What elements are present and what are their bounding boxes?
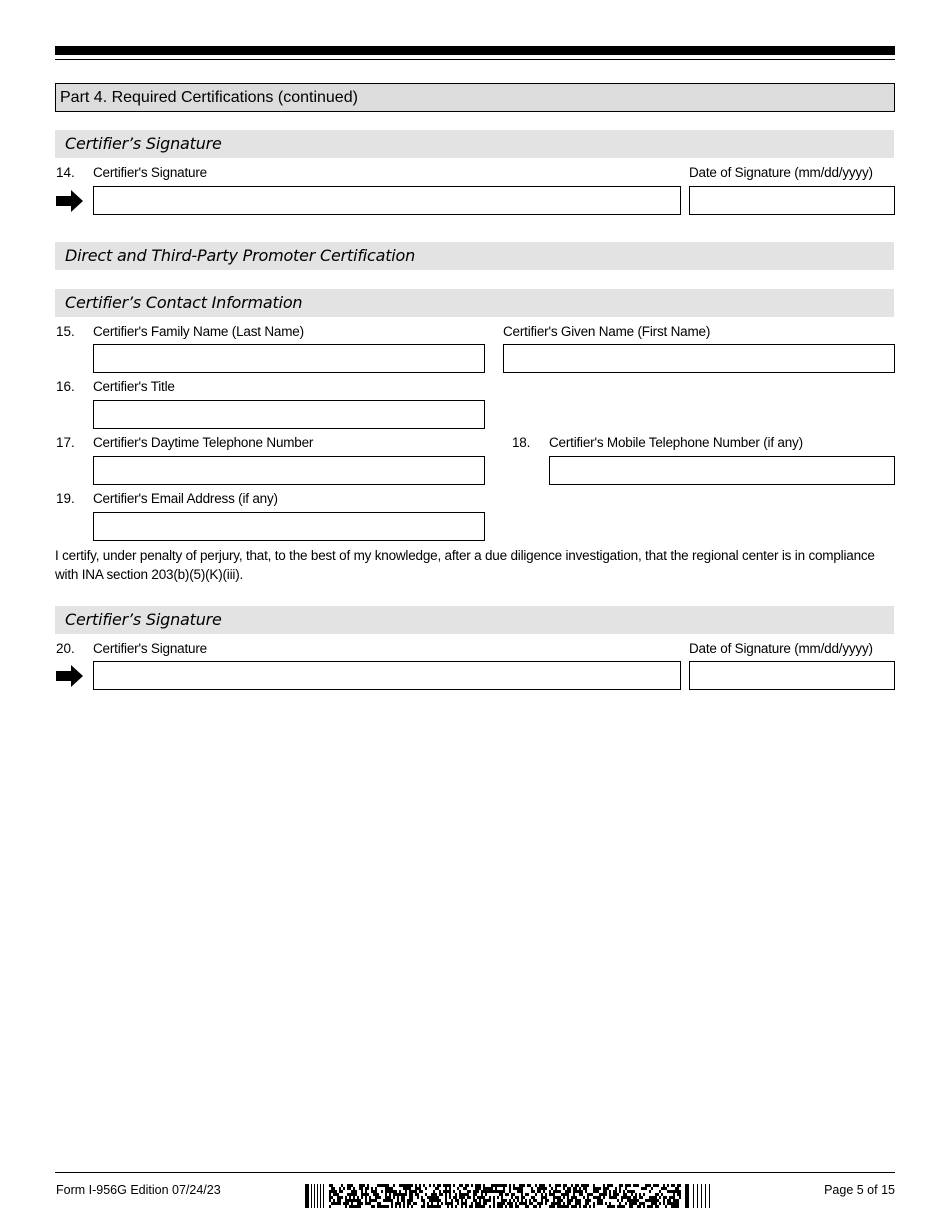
- barcode-image: [305, 1184, 713, 1208]
- certification-statement: I certify, under penalty of perjury, that, to the best of my knowledge, after a due diligence investigation, that the regional center is in compliance with INA section 203(b)(5)(K)(iii).: [55, 548, 875, 582]
- given-name-label: Certifier's Given Name (First Name): [503, 324, 711, 339]
- mobile-phone-label: Certifier's Mobile Telephone Number (if any): [549, 435, 803, 450]
- page-number: Page 5 of 15: [824, 1183, 895, 1197]
- item-number-20: 20.: [56, 641, 75, 656]
- item-number-17: 17.: [56, 435, 75, 450]
- given-name-field[interactable]: [503, 344, 895, 373]
- section-title: Certifier’s Signature: [65, 134, 222, 153]
- top-rule-thin: [55, 59, 895, 60]
- item-number-14: 14.: [56, 165, 75, 180]
- date-field-14[interactable]: [689, 186, 895, 215]
- section-certifier-signature-1: [55, 130, 894, 158]
- footer-rule: [55, 1172, 895, 1173]
- section-contact-information: [55, 289, 894, 317]
- signature-field-14[interactable]: [93, 186, 681, 215]
- part-title: Part 4. Required Certifications (continued): [60, 89, 358, 106]
- signature-label-14: Certifier's Signature: [93, 165, 207, 180]
- signature-field-20[interactable]: [93, 661, 681, 690]
- top-rule-thick: [55, 46, 895, 55]
- section-promoter-certification: [55, 242, 894, 270]
- family-name-field[interactable]: [93, 344, 485, 373]
- item-number-15: 15.: [56, 324, 75, 339]
- daytime-phone-label: Certifier's Daytime Telephone Number: [93, 435, 314, 450]
- item-number-16: 16.: [56, 379, 75, 394]
- arrow-right-icon: [56, 665, 84, 687]
- part-header: [55, 83, 895, 112]
- date-label-20: Date of Signature (mm/dd/yyyy): [689, 641, 873, 656]
- date-label-14: Date of Signature (mm/dd/yyyy): [689, 165, 873, 180]
- section-title: Certifier’s Contact Information: [65, 293, 303, 312]
- title-label: Certifier's Title: [93, 379, 175, 394]
- section-title: Direct and Third-Party Promoter Certification: [65, 246, 416, 265]
- form-edition: Form I-956G Edition 07/24/23: [56, 1183, 221, 1197]
- item-number-19: 19.: [56, 491, 75, 506]
- daytime-phone-field[interactable]: [93, 456, 485, 485]
- family-name-label: Certifier's Family Name (Last Name): [93, 324, 304, 339]
- mobile-phone-field[interactable]: [549, 456, 895, 485]
- date-field-20[interactable]: [689, 661, 895, 690]
- title-field[interactable]: [93, 400, 485, 429]
- section-title: Certifier’s Signature: [65, 610, 222, 629]
- signature-label-20: Certifier's Signature: [93, 641, 207, 656]
- item-number-18: 18.: [512, 435, 531, 450]
- email-field[interactable]: [93, 512, 485, 541]
- email-label: Certifier's Email Address (if any): [93, 491, 278, 506]
- arrow-right-icon: [56, 190, 84, 212]
- section-certifier-signature-2: [55, 606, 894, 634]
